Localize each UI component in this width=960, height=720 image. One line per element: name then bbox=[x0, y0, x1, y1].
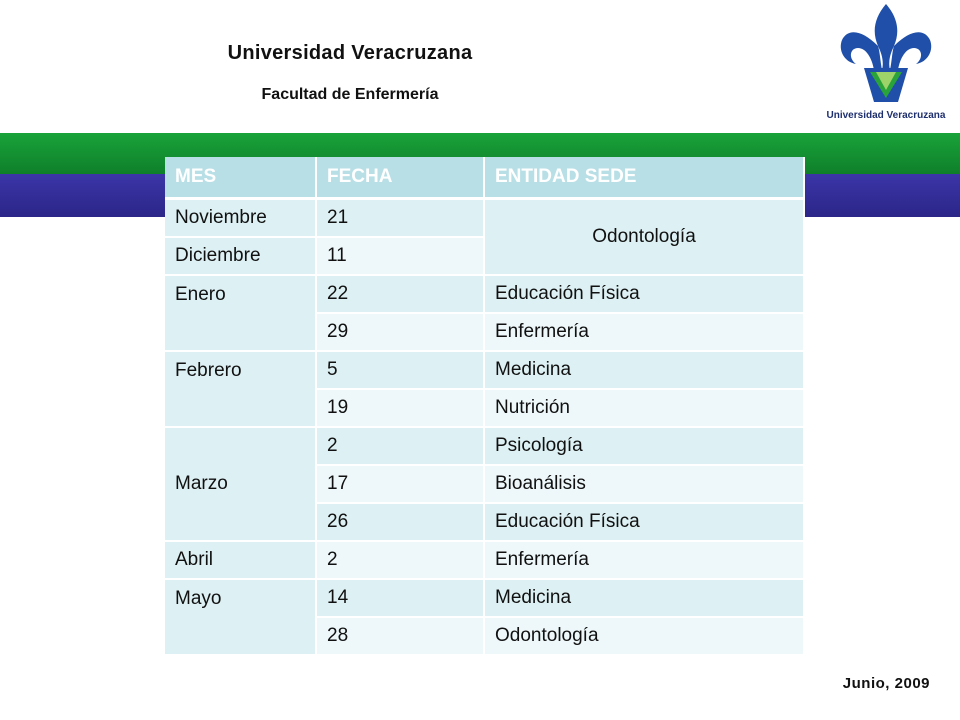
venue-cell: Educación Física bbox=[484, 275, 804, 313]
fleur-de-lis-icon bbox=[812, 0, 960, 110]
month-cell: Enero bbox=[165, 275, 316, 351]
date-cell: 29 bbox=[316, 313, 484, 351]
date-cell: 28 bbox=[316, 617, 484, 655]
date-cell: 14 bbox=[316, 579, 484, 617]
date-cell: 2 bbox=[316, 541, 484, 579]
date-cell: 19 bbox=[316, 389, 484, 427]
table-row bbox=[165, 579, 804, 617]
venue-cell: Medicina bbox=[484, 579, 804, 617]
month-cell: Diciembre bbox=[165, 237, 316, 275]
venue-cell: Educación Física bbox=[484, 503, 804, 541]
month-cell: Mayo bbox=[165, 579, 316, 655]
header-entidad-sede: ENTIDAD SEDE bbox=[484, 157, 804, 199]
table-row bbox=[165, 427, 804, 465]
date-cell: 21 bbox=[316, 199, 484, 238]
venue-cell: Bioanálisis bbox=[484, 465, 804, 503]
table-row bbox=[165, 275, 804, 313]
venue-cell: Enfermería bbox=[484, 541, 804, 579]
footer-date: Junio, 2009 bbox=[842, 675, 930, 692]
date-cell: 11 bbox=[316, 237, 484, 275]
date-cell: 17 bbox=[316, 465, 484, 503]
table-header-row bbox=[165, 157, 804, 199]
university-logo bbox=[812, 0, 960, 132]
table-row bbox=[165, 199, 804, 238]
month-cell: Noviembre bbox=[165, 199, 316, 238]
faculty-title: Facultad de Enfermería bbox=[261, 86, 439, 103]
venue-cell: Odontología bbox=[484, 199, 804, 276]
venue-cell: Odontología bbox=[484, 617, 804, 655]
header-fecha: FECHA bbox=[316, 157, 484, 199]
table-row bbox=[165, 541, 804, 579]
venue-cell: Enfermería bbox=[484, 313, 804, 351]
venue-cell: Nutrición bbox=[484, 389, 804, 427]
schedule-table bbox=[165, 157, 805, 656]
date-cell: 22 bbox=[316, 275, 484, 313]
venue-cell: Psicología bbox=[484, 427, 804, 465]
logo-text: Universidad Veracruzana bbox=[826, 110, 946, 121]
month-cell: Abril bbox=[165, 541, 316, 579]
month-cell: Febrero bbox=[165, 351, 316, 427]
date-cell: 26 bbox=[316, 503, 484, 541]
table-row bbox=[165, 351, 804, 389]
month-cell: Marzo bbox=[165, 427, 316, 541]
venue-cell: Medicina bbox=[484, 351, 804, 389]
header-mes: MES bbox=[165, 157, 316, 199]
date-cell: 5 bbox=[316, 351, 484, 389]
date-cell: 2 bbox=[316, 427, 484, 465]
university-title: Universidad Veracruzana bbox=[227, 42, 473, 64]
